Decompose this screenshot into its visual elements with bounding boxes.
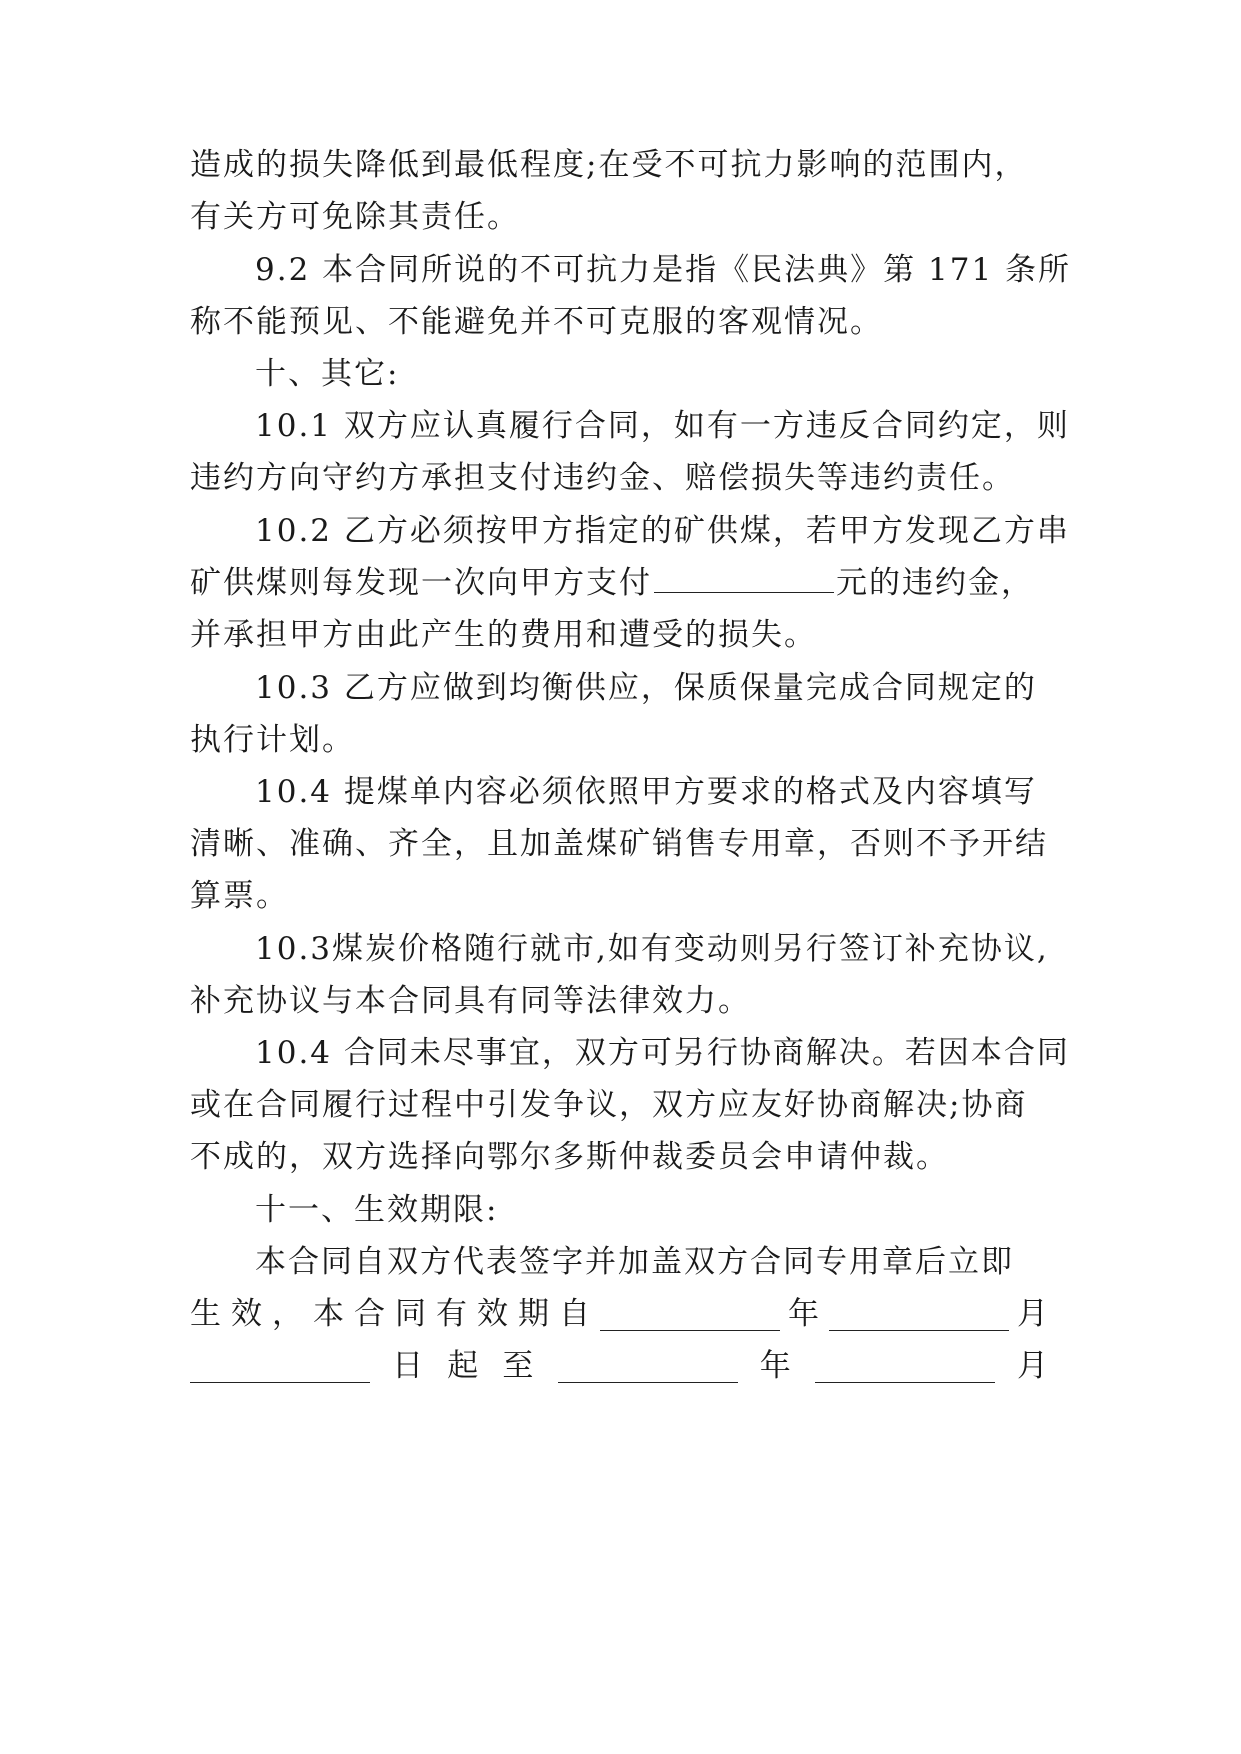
section-heading-11: 十一、生效期限: <box>255 1192 499 1228</box>
text-char: 效 <box>477 1296 510 1332</box>
text-char: 年 <box>788 1296 821 1332</box>
text-line: 称不能预见、不能避免并不可克服的客观情况。 <box>190 304 883 340</box>
text-char: 效 <box>231 1296 264 1332</box>
text-char: 月 <box>1017 1296 1050 1332</box>
text-line: 造成的损失降低到最低程度;在受不可抗力影响的范围内， <box>190 147 1028 183</box>
text-line: 清晰、准确、齐全，且加盖煤矿销售专用章，否则不予开结 <box>190 826 1048 862</box>
text-line: 补充协议与本合同具有同等法律效力。 <box>190 983 751 1019</box>
text-line: 不成的，双方选择向鄂尔多斯仲裁委员会申请仲裁。 <box>190 1139 949 1175</box>
start-day-blank[interactable] <box>190 1350 370 1383</box>
text-segment: 元的违约金， <box>836 565 1034 601</box>
text-char: 月 <box>1016 1348 1050 1384</box>
text-line: 算票。 <box>190 878 289 914</box>
clause-9-2: 9.2 本合同所说的不可抗力是指《民法典》第 171 条所 <box>255 252 1072 288</box>
text-char: 合 <box>354 1296 387 1332</box>
start-month-blank[interactable] <box>829 1298 1009 1331</box>
text-line: 或在合同履行过程中引发争议，双方应友好协商解决;协商 <box>190 1087 1028 1123</box>
text-line: 并承担甲方由此产生的费用和遭受的损失。 <box>190 617 817 653</box>
validity-start-line <box>190 1289 1050 1339</box>
text-char: 期 <box>518 1296 551 1332</box>
penalty-amount-blank[interactable] <box>654 560 834 593</box>
clause-10-3-price: 10.3煤炭价格随行就市,如有变动则另行签订补充协议, <box>255 931 1049 967</box>
text-char: 生 <box>190 1296 223 1332</box>
text-char: 有 <box>436 1296 469 1332</box>
text-char: 日 <box>392 1348 426 1384</box>
text-char: 本 <box>313 1296 346 1332</box>
end-year-blank[interactable] <box>558 1350 738 1383</box>
text-segment: 矿供煤则每发现一次向甲方支付 <box>190 565 652 601</box>
clause-10-4: 10.4 提煤单内容必须依照甲方要求的格式及内容填写 <box>255 774 1037 810</box>
section-heading-10: 十、其它: <box>255 356 400 392</box>
text-char: 年 <box>759 1348 793 1384</box>
text-line: 违约方向守约方承担支付违约金、赔偿损失等违约责任。 <box>190 460 1015 496</box>
text-line <box>190 558 1050 608</box>
text-char: 至 <box>502 1348 536 1384</box>
text-char: 自 <box>559 1296 592 1332</box>
clause-10-2: 10.2 乙方必须按甲方指定的矿供煤，若甲方发现乙方串 <box>255 513 1070 549</box>
text-line: 执行计划。 <box>190 722 355 758</box>
text-char: ， <box>272 1296 305 1332</box>
end-month-blank[interactable] <box>815 1350 995 1383</box>
text-char: 同 <box>395 1296 428 1332</box>
text-line: 有关方可免除其责任。 <box>190 199 520 235</box>
clause-10-1: 10.1 双方应认真履行合同，如有一方违反合同约定，则 <box>255 408 1070 444</box>
text-line: 本合同自双方代表签字并加盖双方合同专用章后立即 <box>255 1244 1014 1280</box>
start-year-blank[interactable] <box>600 1298 780 1331</box>
clause-10-3: 10.3 乙方应做到均衡供应，保质保量完成合同规定的 <box>255 670 1037 706</box>
clause-10-4-disputes: 10.4 合同未尽事宜，双方可另行协商解决。若因本合同 <box>255 1035 1070 1071</box>
text-char: 起 <box>447 1348 481 1384</box>
validity-end-line <box>190 1341 1050 1391</box>
